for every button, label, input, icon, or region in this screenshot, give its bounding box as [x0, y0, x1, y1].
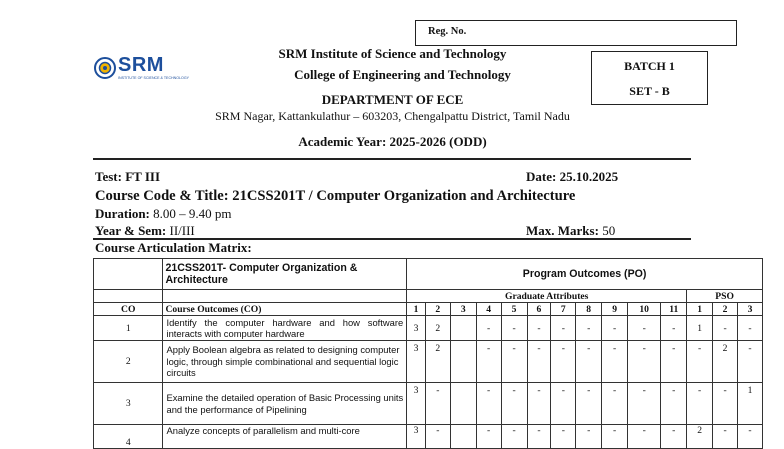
- reg-no-label: Reg. No.: [428, 26, 467, 37]
- srm-emblem-icon: [93, 56, 117, 80]
- pso-value: -: [687, 383, 713, 425]
- exam-date: [526, 169, 618, 185]
- po-value: [450, 425, 476, 449]
- po-value: -: [501, 341, 527, 383]
- po-value: -: [602, 383, 628, 425]
- pso-value: -: [713, 316, 738, 341]
- po-value: [450, 383, 476, 425]
- pso-value: -: [713, 425, 738, 449]
- po-value: -: [576, 316, 602, 341]
- po-value: -: [476, 341, 501, 383]
- pso-number: 2: [713, 303, 738, 316]
- blank-cell: [94, 290, 163, 303]
- po-value: 3: [407, 341, 426, 383]
- po-heading: Program Outcomes (PO): [407, 259, 763, 290]
- co-description: Identify the computer hardware and how software interacts with computer hardware: [163, 316, 407, 341]
- po-value: [450, 341, 476, 383]
- pso-value: 1: [687, 316, 713, 341]
- pso-value: 1: [738, 383, 763, 425]
- duration-line: [95, 206, 232, 222]
- blank-cell: [163, 290, 407, 303]
- po-value: -: [501, 383, 527, 425]
- course-title-cell: 21CSS201T- Computer Organization & Architecture: [163, 259, 407, 290]
- po-value: -: [476, 425, 501, 449]
- course-label: Course Code & Title:: [95, 188, 229, 204]
- po-number: 5: [501, 303, 527, 316]
- year-label: Year & Sem:: [95, 223, 167, 238]
- pso-heading: PSO: [687, 290, 763, 303]
- year-line: [95, 223, 195, 239]
- po-value: 3: [407, 425, 426, 449]
- co-description: Examine the detailed operation of Basic Processing units and the performance of Pipelining: [163, 383, 407, 425]
- marks-value: 50: [602, 223, 616, 238]
- po-value: -: [602, 341, 628, 383]
- po-number: 7: [551, 303, 576, 316]
- logo-text: SRM: [118, 54, 164, 76]
- po-value: -: [527, 383, 551, 425]
- table-row: [94, 341, 763, 383]
- co-header: CO: [94, 303, 163, 316]
- co-description: Apply Boolean algebra as related to designing computer logic, through simple combinational and sequential logic circuits: [163, 341, 407, 383]
- table-row: [94, 383, 763, 425]
- course-line: [95, 188, 575, 205]
- co-number: 2: [94, 341, 163, 383]
- year-value: II/III: [169, 223, 195, 238]
- po-value: -: [661, 383, 687, 425]
- date-value: 25.10.2025: [559, 169, 619, 184]
- po-number: 3: [450, 303, 476, 316]
- po-value: -: [628, 383, 661, 425]
- po-value: -: [628, 316, 661, 341]
- srm-logo: [93, 54, 190, 82]
- attributes-row: [94, 290, 763, 303]
- po-value: -: [661, 341, 687, 383]
- logo-tagline: INSTITUTE OF SCIENCE & TECHNOLOGY: [118, 76, 190, 80]
- po-number: 1: [407, 303, 426, 316]
- po-number: 4: [476, 303, 501, 316]
- header-divider: [93, 158, 691, 160]
- title-row: [94, 259, 763, 290]
- articulation-matrix: [93, 258, 763, 449]
- academic-year: Academic Year: 2025-2026 (ODD): [298, 134, 487, 149]
- matrix-heading: Course Articulation Matrix:: [95, 240, 252, 255]
- po-value: 3: [407, 383, 426, 425]
- pso-value: -: [738, 425, 763, 449]
- po-value: -: [501, 316, 527, 341]
- po-value: -: [527, 316, 551, 341]
- po-number: 6: [527, 303, 551, 316]
- college-name: College of Engineering and Technology: [294, 67, 511, 82]
- institute-name: SRM Institute of Science and Technology: [278, 46, 507, 61]
- pso-value: -: [713, 383, 738, 425]
- po-value: 3: [407, 316, 426, 341]
- pso-number: 1: [687, 303, 713, 316]
- numbers-row: [94, 303, 763, 316]
- po-number: 9: [602, 303, 628, 316]
- po-number: 2: [425, 303, 450, 316]
- po-value: -: [602, 425, 628, 449]
- pso-value: 2: [687, 425, 713, 449]
- po-value: -: [551, 316, 576, 341]
- pso-value: -: [738, 341, 763, 383]
- po-value: 2: [425, 316, 450, 341]
- reg-no-box: [415, 20, 737, 46]
- set-label: SET - B: [629, 84, 670, 98]
- po-value: -: [551, 341, 576, 383]
- po-value: -: [527, 341, 551, 383]
- po-value: -: [628, 341, 661, 383]
- duration-value: 8.00 – 9.40 pm: [153, 206, 232, 221]
- address: SRM Nagar, Kattankulathur – 603203, Chengalpattu District, Tamil Nadu: [215, 109, 570, 123]
- date-label: Date:: [526, 169, 557, 184]
- po-value: 2: [425, 341, 450, 383]
- co-number: 3: [94, 383, 163, 425]
- duration-label: Duration:: [95, 206, 150, 221]
- marks-line: [526, 223, 615, 239]
- po-number: 8: [576, 303, 602, 316]
- po-value: -: [661, 316, 687, 341]
- po-value: -: [551, 383, 576, 425]
- po-value: -: [602, 316, 628, 341]
- batch-box: [591, 51, 708, 105]
- po-value: -: [501, 425, 527, 449]
- co-number: 1: [94, 316, 163, 341]
- po-number: 11: [661, 303, 687, 316]
- pso-value: 2: [713, 341, 738, 383]
- po-value: -: [576, 341, 602, 383]
- table-row: [94, 316, 763, 341]
- co-description: Analyze concepts of parallelism and multi-core: [163, 425, 407, 449]
- pso-value: -: [738, 316, 763, 341]
- po-value: -: [661, 425, 687, 449]
- po-value: -: [576, 383, 602, 425]
- po-value: -: [628, 425, 661, 449]
- batch-label: BATCH 1: [624, 59, 675, 73]
- co-number: 4: [94, 425, 163, 449]
- po-value: -: [527, 425, 551, 449]
- po-value: -: [476, 383, 501, 425]
- department-name: DEPARTMENT OF ECE: [321, 92, 464, 107]
- course-value: 21CSS201T / Computer Organization and Architecture: [232, 188, 576, 204]
- marks-label: Max. Marks:: [526, 223, 599, 238]
- test-label: Test: FT III: [95, 169, 161, 184]
- pso-number: 3: [738, 303, 763, 316]
- blank-cell: [94, 259, 163, 290]
- outcomes-header: Course Outcomes (CO): [163, 303, 407, 316]
- po-value: -: [476, 316, 501, 341]
- po-value: -: [425, 383, 450, 425]
- po-value: -: [425, 425, 450, 449]
- po-value: -: [576, 425, 602, 449]
- po-value: [450, 316, 476, 341]
- po-value: -: [551, 425, 576, 449]
- graduate-attributes: Graduate Attributes: [407, 290, 687, 303]
- table-row: [94, 425, 763, 449]
- pso-value: -: [687, 341, 713, 383]
- po-number: 10: [628, 303, 661, 316]
